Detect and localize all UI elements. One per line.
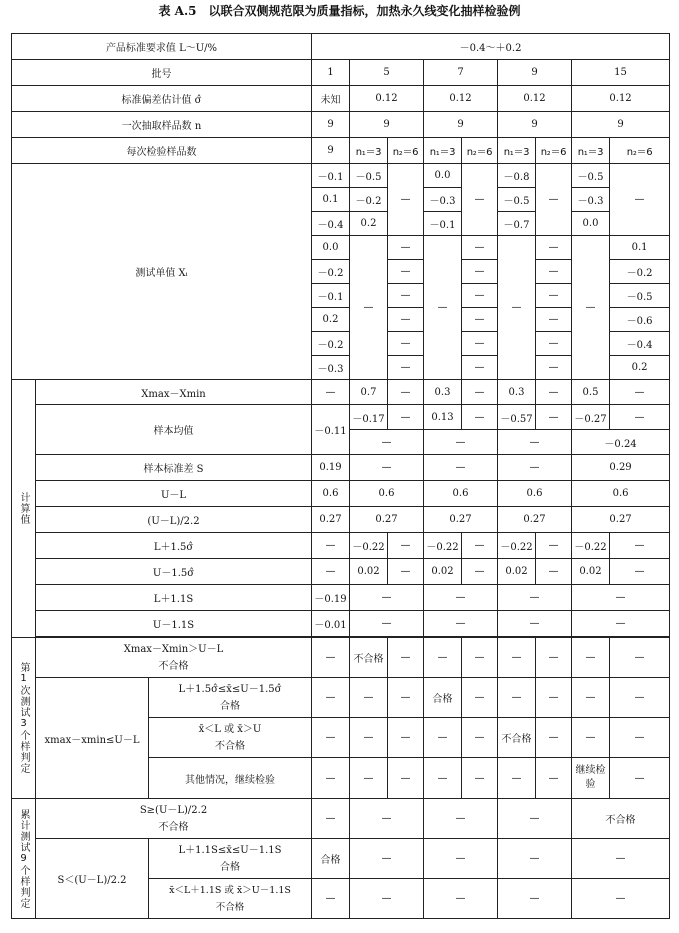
judge1-r1-cell: — <box>312 638 350 678</box>
range-cell: — <box>536 380 572 405</box>
l15-cell: — <box>312 533 350 559</box>
calc-group-label: 计算值 <box>12 380 36 638</box>
judge1-r2-cell: — <box>350 678 388 718</box>
l11-dash-cell: — <box>572 585 670 611</box>
judge1-r1-cell: — <box>536 638 572 678</box>
meas-dash-cell: — <box>462 284 498 308</box>
meas-dash-cell: — <box>536 284 572 308</box>
sd-label: 样本标准差 S <box>36 455 312 481</box>
u15-cell: 0.02 <box>424 559 462 585</box>
meas-b15n2-cell: －0.4 <box>610 332 670 356</box>
judge2-r3-cell: — <box>312 879 350 919</box>
meas-dash-cell: — <box>462 356 498 380</box>
ul-cell: 0.6 <box>498 481 572 507</box>
u11-dash-cell: — <box>424 611 498 637</box>
batch-7: 7 <box>424 60 498 86</box>
judge1-r2-cell: — <box>610 678 670 718</box>
u15-cell: 0.02 <box>572 559 610 585</box>
range-cell: 0.3 <box>424 380 462 405</box>
judge1-r1-cell: — <box>462 638 498 678</box>
l11-label: L＋1.1S <box>36 585 312 611</box>
table-row <box>12 405 670 430</box>
table-row <box>12 799 670 839</box>
meas-dash-cell: — <box>462 308 498 332</box>
table-row <box>12 60 670 86</box>
judge1-r4-cell: — <box>498 758 536 799</box>
n1-b15: n₁＝3 <box>572 138 610 164</box>
judge1-r1-cell: — <box>388 638 424 678</box>
each-label: 每次检验样品数 <box>12 138 312 164</box>
ul22-cell: 0.27 <box>498 507 572 533</box>
judge1-r4-cell: — <box>610 758 670 799</box>
mean-dash-cell: — <box>350 430 424 455</box>
table-row <box>12 86 670 112</box>
mean-dash-cell: — <box>498 430 572 455</box>
judge1-r1-cell: 不合格 <box>350 638 388 678</box>
judge2-r3-cond: x̄＜L＋1.1S 或 x̄＞U－1.1S <box>169 884 291 896</box>
table-row <box>12 585 670 611</box>
meas-b15n2-cell: －0.2 <box>610 260 670 284</box>
n-b7: 9 <box>424 112 498 138</box>
judge2-r1-cond: S≥(U－L)/2.2 <box>139 804 208 816</box>
l15-cell: — <box>536 533 572 559</box>
u11-b1: －0.01 <box>312 611 350 637</box>
range-cell: — <box>610 380 670 405</box>
l11-dash-cell: — <box>498 585 572 611</box>
table-row <box>12 839 670 879</box>
batch-label: 批号 <box>12 60 312 86</box>
meas-dash-cell: — <box>462 236 498 260</box>
judge2-r1-cell: 不合格 <box>572 799 670 839</box>
judge1-r1-cell: — <box>424 638 462 678</box>
meas-b9-cell: －0.8 <box>498 164 536 188</box>
measure-label: 测试单值 Xᵢ <box>12 164 312 380</box>
sampling-table <box>11 33 670 919</box>
ul-cell: 0.6 <box>312 481 350 507</box>
sd-b15: 0.29 <box>572 455 670 481</box>
judge2-r2-result: 合格 <box>220 861 240 873</box>
meas-b1-cell: －0.2 <box>312 260 350 284</box>
judge2-cond-label: S＜(U－L)/2.2 <box>36 839 149 919</box>
sd-dash-cell: — <box>350 455 424 481</box>
table-row <box>12 638 670 678</box>
table-row <box>12 138 670 164</box>
each-b1: 9 <box>312 138 350 164</box>
mean-dash-cell: — <box>610 405 670 430</box>
judge2-r2-cell: — <box>350 839 424 879</box>
n2-b7: n₂＝6 <box>462 138 498 164</box>
n2-b5: n₂＝6 <box>388 138 424 164</box>
mean-dash-cell: — <box>424 430 498 455</box>
meas-dash-cell: — <box>462 164 498 236</box>
mean-b15-n1: －0.27 <box>572 405 610 430</box>
n-b9: 9 <box>498 112 572 138</box>
meas-dash-cell: — <box>498 236 536 380</box>
meas-b5-cell: 0.2 <box>350 212 388 236</box>
ul-label: U－L <box>36 481 312 507</box>
judge1-r3-cell: — <box>312 718 350 758</box>
meas-dash-cell: — <box>388 236 424 260</box>
judge1-r3-cell: — <box>536 718 572 758</box>
meas-b1-cell: －0.1 <box>312 284 350 308</box>
table-row <box>12 678 670 718</box>
n2-b15: n₂＝6 <box>610 138 670 164</box>
judge1-r3-cell: — <box>424 718 462 758</box>
meas-dash-cell: — <box>462 332 498 356</box>
judge2-r3-cell: — <box>572 879 670 919</box>
judge2-r3-result: 不合格 <box>215 901 245 913</box>
judge1-r3-cell: 不合格 <box>498 718 536 758</box>
judge2-r3-cell: — <box>424 879 498 919</box>
ul22-cell: 0.27 <box>572 507 670 533</box>
table-row <box>12 34 670 60</box>
ul22-cell: 0.27 <box>312 507 350 533</box>
meas-b5-cell: －0.5 <box>350 164 388 188</box>
range-cell: — <box>462 380 498 405</box>
meas-dash-cell: — <box>536 356 572 380</box>
u15-cell: 0.02 <box>350 559 388 585</box>
meas-b15n2-cell: 0.2 <box>610 356 670 380</box>
u11-dash-cell: — <box>572 611 670 637</box>
meas-b15n2-cell: －0.5 <box>610 284 670 308</box>
mean-dash-cell: — <box>462 405 498 430</box>
judge2-r2-label <box>149 839 312 879</box>
judge2-r1-cell: — <box>498 799 572 839</box>
judge1-r3-cond: x̄＜L 或 x̄＞U <box>198 723 262 735</box>
range-cell: — <box>388 380 424 405</box>
meas-dash-cell: — <box>536 332 572 356</box>
meas-dash-cell: — <box>350 236 388 380</box>
judge1-group-label: 第1次测试3个样判定 <box>12 638 36 799</box>
l15-cell: －0.22 <box>572 533 610 559</box>
meas-b15n2-cell: －0.6 <box>610 308 670 332</box>
meas-b1-cell: 0.1 <box>312 188 350 212</box>
judge1-r4-cell: 继续检验 <box>572 758 610 799</box>
mean-label: 样本均值 <box>36 405 312 455</box>
n1-b7: n₁＝3 <box>424 138 462 164</box>
meas-b15-cell: 0.0 <box>572 212 610 236</box>
judge1-r3-cell: — <box>350 718 388 758</box>
ul22-cell: 0.27 <box>424 507 498 533</box>
l11-b1: －0.19 <box>312 585 350 611</box>
meas-dash-cell: — <box>536 236 572 260</box>
u11-label: U－1.1S <box>36 611 312 637</box>
judge1-r2-cond: L＋1.5σ̂≤x̄≤U－1.5σ̂ <box>178 683 282 695</box>
sd-dash-cell: — <box>498 455 572 481</box>
l15-label: L＋1.5σ̂ <box>36 533 312 559</box>
l15-cell: — <box>388 533 424 559</box>
sigma-b15: 0.12 <box>572 86 670 112</box>
table-row <box>12 507 670 533</box>
n2-b9: n₂＝6 <box>536 138 572 164</box>
judge2-r2-cell: — <box>424 839 498 879</box>
meas-dash-cell: — <box>388 284 424 308</box>
mean-b15-total: －0.24 <box>572 430 670 455</box>
meas-dash-cell: — <box>536 260 572 284</box>
judge1-r4-cell: — <box>388 758 424 799</box>
judge1-r2-cell: — <box>536 678 572 718</box>
mean-dash-cell: — <box>536 405 572 430</box>
l15-cell: — <box>462 533 498 559</box>
n-b15: 9 <box>572 112 670 138</box>
mean-b7-n1: 0.13 <box>424 405 462 430</box>
judge2-r2-cond: L＋1.1S≤x̄≤U－1.1S <box>178 844 282 856</box>
range-label: Xmax－Xmin <box>36 380 312 405</box>
n1-b5: n₁＝3 <box>350 138 388 164</box>
table-row <box>12 533 670 559</box>
meas-dash-cell: — <box>536 164 572 236</box>
ul22-label: (U－L)/2.2 <box>36 507 312 533</box>
u15-cell: — <box>610 559 670 585</box>
meas-dash-cell: — <box>388 356 424 380</box>
u15-cell: — <box>536 559 572 585</box>
range-cell: — <box>312 380 350 405</box>
range-cell: 0.3 <box>498 380 536 405</box>
u11-dash-cell: — <box>350 611 424 637</box>
ul22-cell: 0.27 <box>350 507 424 533</box>
meas-b1-cell: －0.1 <box>312 164 350 188</box>
judge2-r1-result: 不合格 <box>158 821 189 833</box>
sigma-b1: 未知 <box>312 86 350 112</box>
range-cell: 0.7 <box>350 380 388 405</box>
meas-b1-cell: 0.0 <box>312 236 350 260</box>
judge1-r3-cell: — <box>610 718 670 758</box>
judge1-r3-result: 不合格 <box>215 740 245 752</box>
judge2-r1-cell: — <box>312 799 350 839</box>
judge1-r4-cell: — <box>424 758 462 799</box>
sigma-b9: 0.12 <box>498 86 572 112</box>
mean-b9-n1: －0.57 <box>498 405 536 430</box>
judge1-r4-cell: — <box>536 758 572 799</box>
judge1-r1-cell: — <box>610 638 670 678</box>
table-title: 表 A.5 以联合双侧规范限为质量指标，加热永久线变化抽样检验例 <box>158 4 521 18</box>
judge1-r3-label <box>149 718 312 758</box>
judge1-r1-cell: — <box>572 638 610 678</box>
judge2-r1-label <box>36 799 312 839</box>
sigma-label: 标准偏差估计值 σ̂ <box>12 86 312 112</box>
judge1-r4-label: 其他情况，继续检验 <box>149 758 312 799</box>
batch-1: 1 <box>312 60 350 86</box>
meas-b9-cell: －0.5 <box>498 188 536 212</box>
ul-cell: 0.6 <box>572 481 670 507</box>
meas-dash-cell: — <box>388 308 424 332</box>
meas-b7-cell: －0.1 <box>424 212 462 236</box>
table-row <box>12 611 670 637</box>
l15-cell: －0.22 <box>498 533 536 559</box>
meas-b15-cell: －0.3 <box>572 188 610 212</box>
sd-dash-cell: — <box>424 455 498 481</box>
l11-dash-cell: — <box>424 585 498 611</box>
range-cell: 0.5 <box>572 380 610 405</box>
meas-b5-cell: －0.2 <box>350 188 388 212</box>
meas-b9-cell: －0.7 <box>498 212 536 236</box>
judge2-r1-cell: — <box>424 799 498 839</box>
meas-dash-cell: — <box>388 260 424 284</box>
judge1-r4-cell: — <box>462 758 498 799</box>
u15-cell: — <box>312 559 350 585</box>
batch-9: 9 <box>498 60 572 86</box>
u15-cell: — <box>462 559 498 585</box>
n-b1: 9 <box>312 112 350 138</box>
u11-dash-cell: — <box>498 611 572 637</box>
judge1-r4-cell: — <box>312 758 350 799</box>
meas-dash-cell: — <box>572 236 610 380</box>
judge2-r3-label <box>149 879 312 919</box>
mean-dash-cell: — <box>388 405 424 430</box>
table-row <box>12 455 670 481</box>
meas-b15n2-cell: 0.1 <box>610 236 670 260</box>
judge2-r3-cell: — <box>350 879 424 919</box>
req-label: 产品标准要求值 L～U/% <box>12 34 312 60</box>
meas-b1-cell: －0.3 <box>312 356 350 380</box>
batch-15: 15 <box>572 60 670 86</box>
table-row <box>12 164 670 188</box>
req-value: －0.4～＋0.2 <box>312 34 670 60</box>
judge1-r3-cell: — <box>572 718 610 758</box>
judge2-r1-cell: — <box>350 799 424 839</box>
meas-dash-cell: — <box>610 164 670 236</box>
u15-cell: 0.02 <box>498 559 536 585</box>
u15-cell: — <box>388 559 424 585</box>
meas-b7-cell: 0.0 <box>424 164 462 188</box>
meas-dash-cell: — <box>462 260 498 284</box>
judge1-cond-label: xmax－xmin≤U－L <box>36 678 149 799</box>
n1-b9: n₁＝3 <box>498 138 536 164</box>
judge1-r2-result: 合格 <box>220 700 240 712</box>
u15-label: U－1.5σ̂ <box>36 559 312 585</box>
meas-b1-cell: －0.4 <box>312 212 350 236</box>
meas-b1-cell: －0.2 <box>312 332 350 356</box>
meas-dash-cell: — <box>388 164 424 236</box>
n-b5: 9 <box>350 112 424 138</box>
table-row <box>12 559 670 585</box>
meas-dash-cell: — <box>536 308 572 332</box>
judge1-r1-label <box>36 638 312 678</box>
judge1-r2-cell: — <box>462 678 498 718</box>
mean-b5-n1: －0.17 <box>350 405 388 430</box>
judge1-r2-cell: 合格 <box>424 678 462 718</box>
table-row <box>12 112 670 138</box>
sigma-b5: 0.12 <box>350 86 424 112</box>
judge1-r1-cond: Xmax－Xmin＞U－L <box>123 643 224 655</box>
meas-dash-cell: — <box>388 332 424 356</box>
judge2-r2-cell: 合格 <box>312 839 350 879</box>
judge1-r2-cell: — <box>388 678 424 718</box>
judge1-r1-result: 不合格 <box>158 660 189 672</box>
batch-5: 5 <box>350 60 424 86</box>
table-row <box>12 380 670 405</box>
ul-cell: 0.6 <box>424 481 498 507</box>
judge1-r2-cell: — <box>312 678 350 718</box>
judge1-r2-cell: — <box>572 678 610 718</box>
l15-cell: — <box>610 533 670 559</box>
judge1-r4-cell: — <box>350 758 388 799</box>
judge1-r2-cell: — <box>498 678 536 718</box>
mean-b1: －0.11 <box>312 405 350 455</box>
l15-cell: －0.22 <box>350 533 388 559</box>
meas-b1-cell: 0.2 <box>312 308 350 332</box>
judge2-r2-cell: — <box>572 839 670 879</box>
judge2-r2-cell: — <box>498 839 572 879</box>
l11-dash-cell: — <box>350 585 424 611</box>
table-row <box>12 481 670 507</box>
judge2-r3-cell: — <box>498 879 572 919</box>
meas-b15-cell: －0.5 <box>572 164 610 188</box>
meas-dash-cell: — <box>424 236 462 380</box>
n-label: 一次抽取样品数 n <box>12 112 312 138</box>
judge2-group-label: 累计测试9个样判定 <box>12 799 36 919</box>
l15-cell: －0.22 <box>424 533 462 559</box>
judge1-r3-cell: — <box>462 718 498 758</box>
judge1-r3-cell: — <box>388 718 424 758</box>
ul-cell: 0.6 <box>350 481 424 507</box>
meas-b7-cell: －0.3 <box>424 188 462 212</box>
sd-b1: 0.19 <box>312 455 350 481</box>
judge1-r2-label <box>149 678 312 718</box>
judge1-r1-cell: — <box>498 638 536 678</box>
sigma-b7: 0.12 <box>424 86 498 112</box>
